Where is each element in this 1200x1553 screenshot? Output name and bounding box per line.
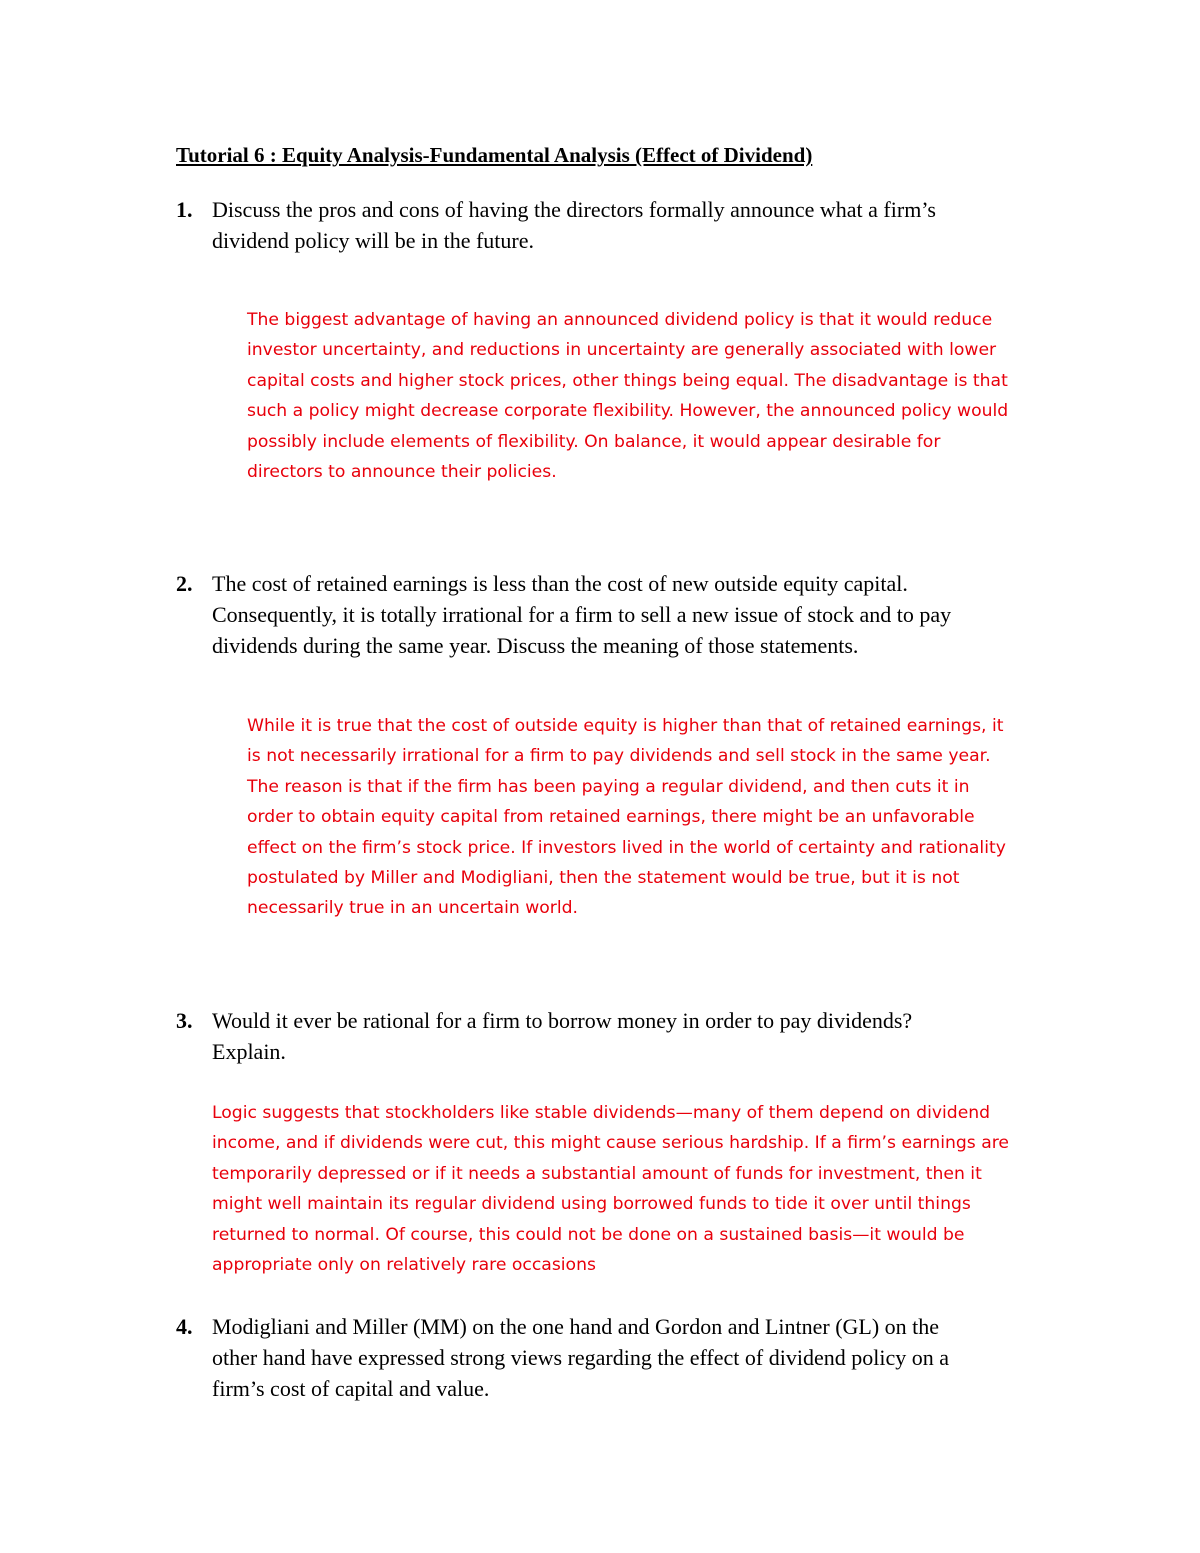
question-line: Modigliani and Miller (MM) on the one hand and Gordon and Lintner (GL) on the bbox=[212, 1314, 940, 1339]
question-number: 4. bbox=[176, 1314, 193, 1339]
question-number: 2. bbox=[176, 571, 193, 596]
answer-line: appropriate only on relatively rare occasions bbox=[212, 1255, 596, 1276]
question-line: firm’s cost of capital and value. bbox=[212, 1376, 490, 1401]
answer-line: temporarily depressed or if it needs a substantial amount of funds for investment, then it bbox=[212, 1163, 982, 1184]
answer-line: The biggest advantage of having an announced dividend policy is that it would reduce bbox=[247, 310, 993, 330]
question-2 bbox=[176, 568, 1036, 661]
question-line: dividend policy will be in the future. bbox=[212, 228, 534, 253]
question-text bbox=[212, 194, 1036, 256]
answer-line: possibly include elements of flexibility. On balance, it would appear desirable for bbox=[247, 431, 941, 452]
answer-line: is not necessarily irrational for a firm to pay dividends and sell stock in the same year. bbox=[247, 746, 991, 767]
question-number: 1. bbox=[176, 197, 193, 222]
question-line: Consequently, it is totally irrational for a firm to sell a new issue of stock and to pay bbox=[212, 602, 952, 627]
question-1 bbox=[176, 194, 1036, 256]
question-4 bbox=[176, 1311, 1036, 1404]
answer-line: The reason is that if the firm has been paying a regular dividend, and then cuts it in bbox=[247, 776, 970, 797]
page-title: Tutorial 6 : Equity Analysis-Fundamental Analysis (Effect of Dividend) bbox=[176, 143, 813, 167]
question-line: Discuss the pros and cons of having the directors formally announce what a firm’s bbox=[212, 197, 936, 222]
question-line: dividends during the same year. Discuss the meaning of those statements. bbox=[212, 633, 859, 658]
answer-line: necessarily true in an uncertain world. bbox=[247, 898, 579, 919]
answer-line: capital costs and higher stock prices, other things being equal. The disadvantage is that bbox=[247, 370, 1008, 391]
question-line: Would it ever be rational for a firm to borrow money in order to pay dividends? bbox=[212, 1008, 913, 1033]
question-text bbox=[212, 1005, 1036, 1067]
answer-line: postulated by Miller and Modigliani, then the statement would be true, but it is not bbox=[247, 868, 960, 889]
answer-1 bbox=[247, 305, 1037, 487]
answer-line: While it is true that the cost of outside equity is higher than that of retained earnings, it bbox=[247, 716, 1004, 736]
answer-line: might well maintain its regular dividend using borrowed funds to tide it over until things bbox=[212, 1194, 971, 1215]
answer-line: order to obtain equity capital from retained earnings, there might be an unfavorable bbox=[247, 807, 975, 828]
question-text bbox=[212, 568, 1036, 661]
answer-line: returned to normal. Of course, this could not be done on a sustained basis—it would be bbox=[212, 1224, 965, 1245]
answer-line: such a policy might decrease corporate flexibility. However, the announced policy would bbox=[247, 401, 1009, 422]
answer-line: directors to announce their policies. bbox=[247, 462, 557, 483]
answer-line: income, and if dividends were cut, this might cause serious hardship. If a firm’s earnings are bbox=[212, 1133, 1009, 1154]
answer-line: Logic suggests that stockholders like stable dividends—many of them depend on dividend bbox=[212, 1103, 991, 1123]
question-text bbox=[212, 1311, 1036, 1404]
question-3 bbox=[176, 1005, 1036, 1067]
question-number: 3. bbox=[176, 1008, 193, 1033]
question-line: other hand have expressed strong views regarding the effect of dividend policy on a bbox=[212, 1345, 949, 1370]
answer-3 bbox=[212, 1098, 1032, 1280]
question-line: Explain. bbox=[212, 1039, 286, 1064]
answer-line: effect on the firm’s stock price. If investors lived in the world of certainty and rationality bbox=[247, 837, 1006, 858]
answer-2 bbox=[247, 711, 1037, 924]
answer-line: investor uncertainty, and reductions in uncertainty are generally associated with lower bbox=[247, 340, 997, 361]
question-line: The cost of retained earnings is less than the cost of new outside equity capital. bbox=[212, 571, 908, 596]
